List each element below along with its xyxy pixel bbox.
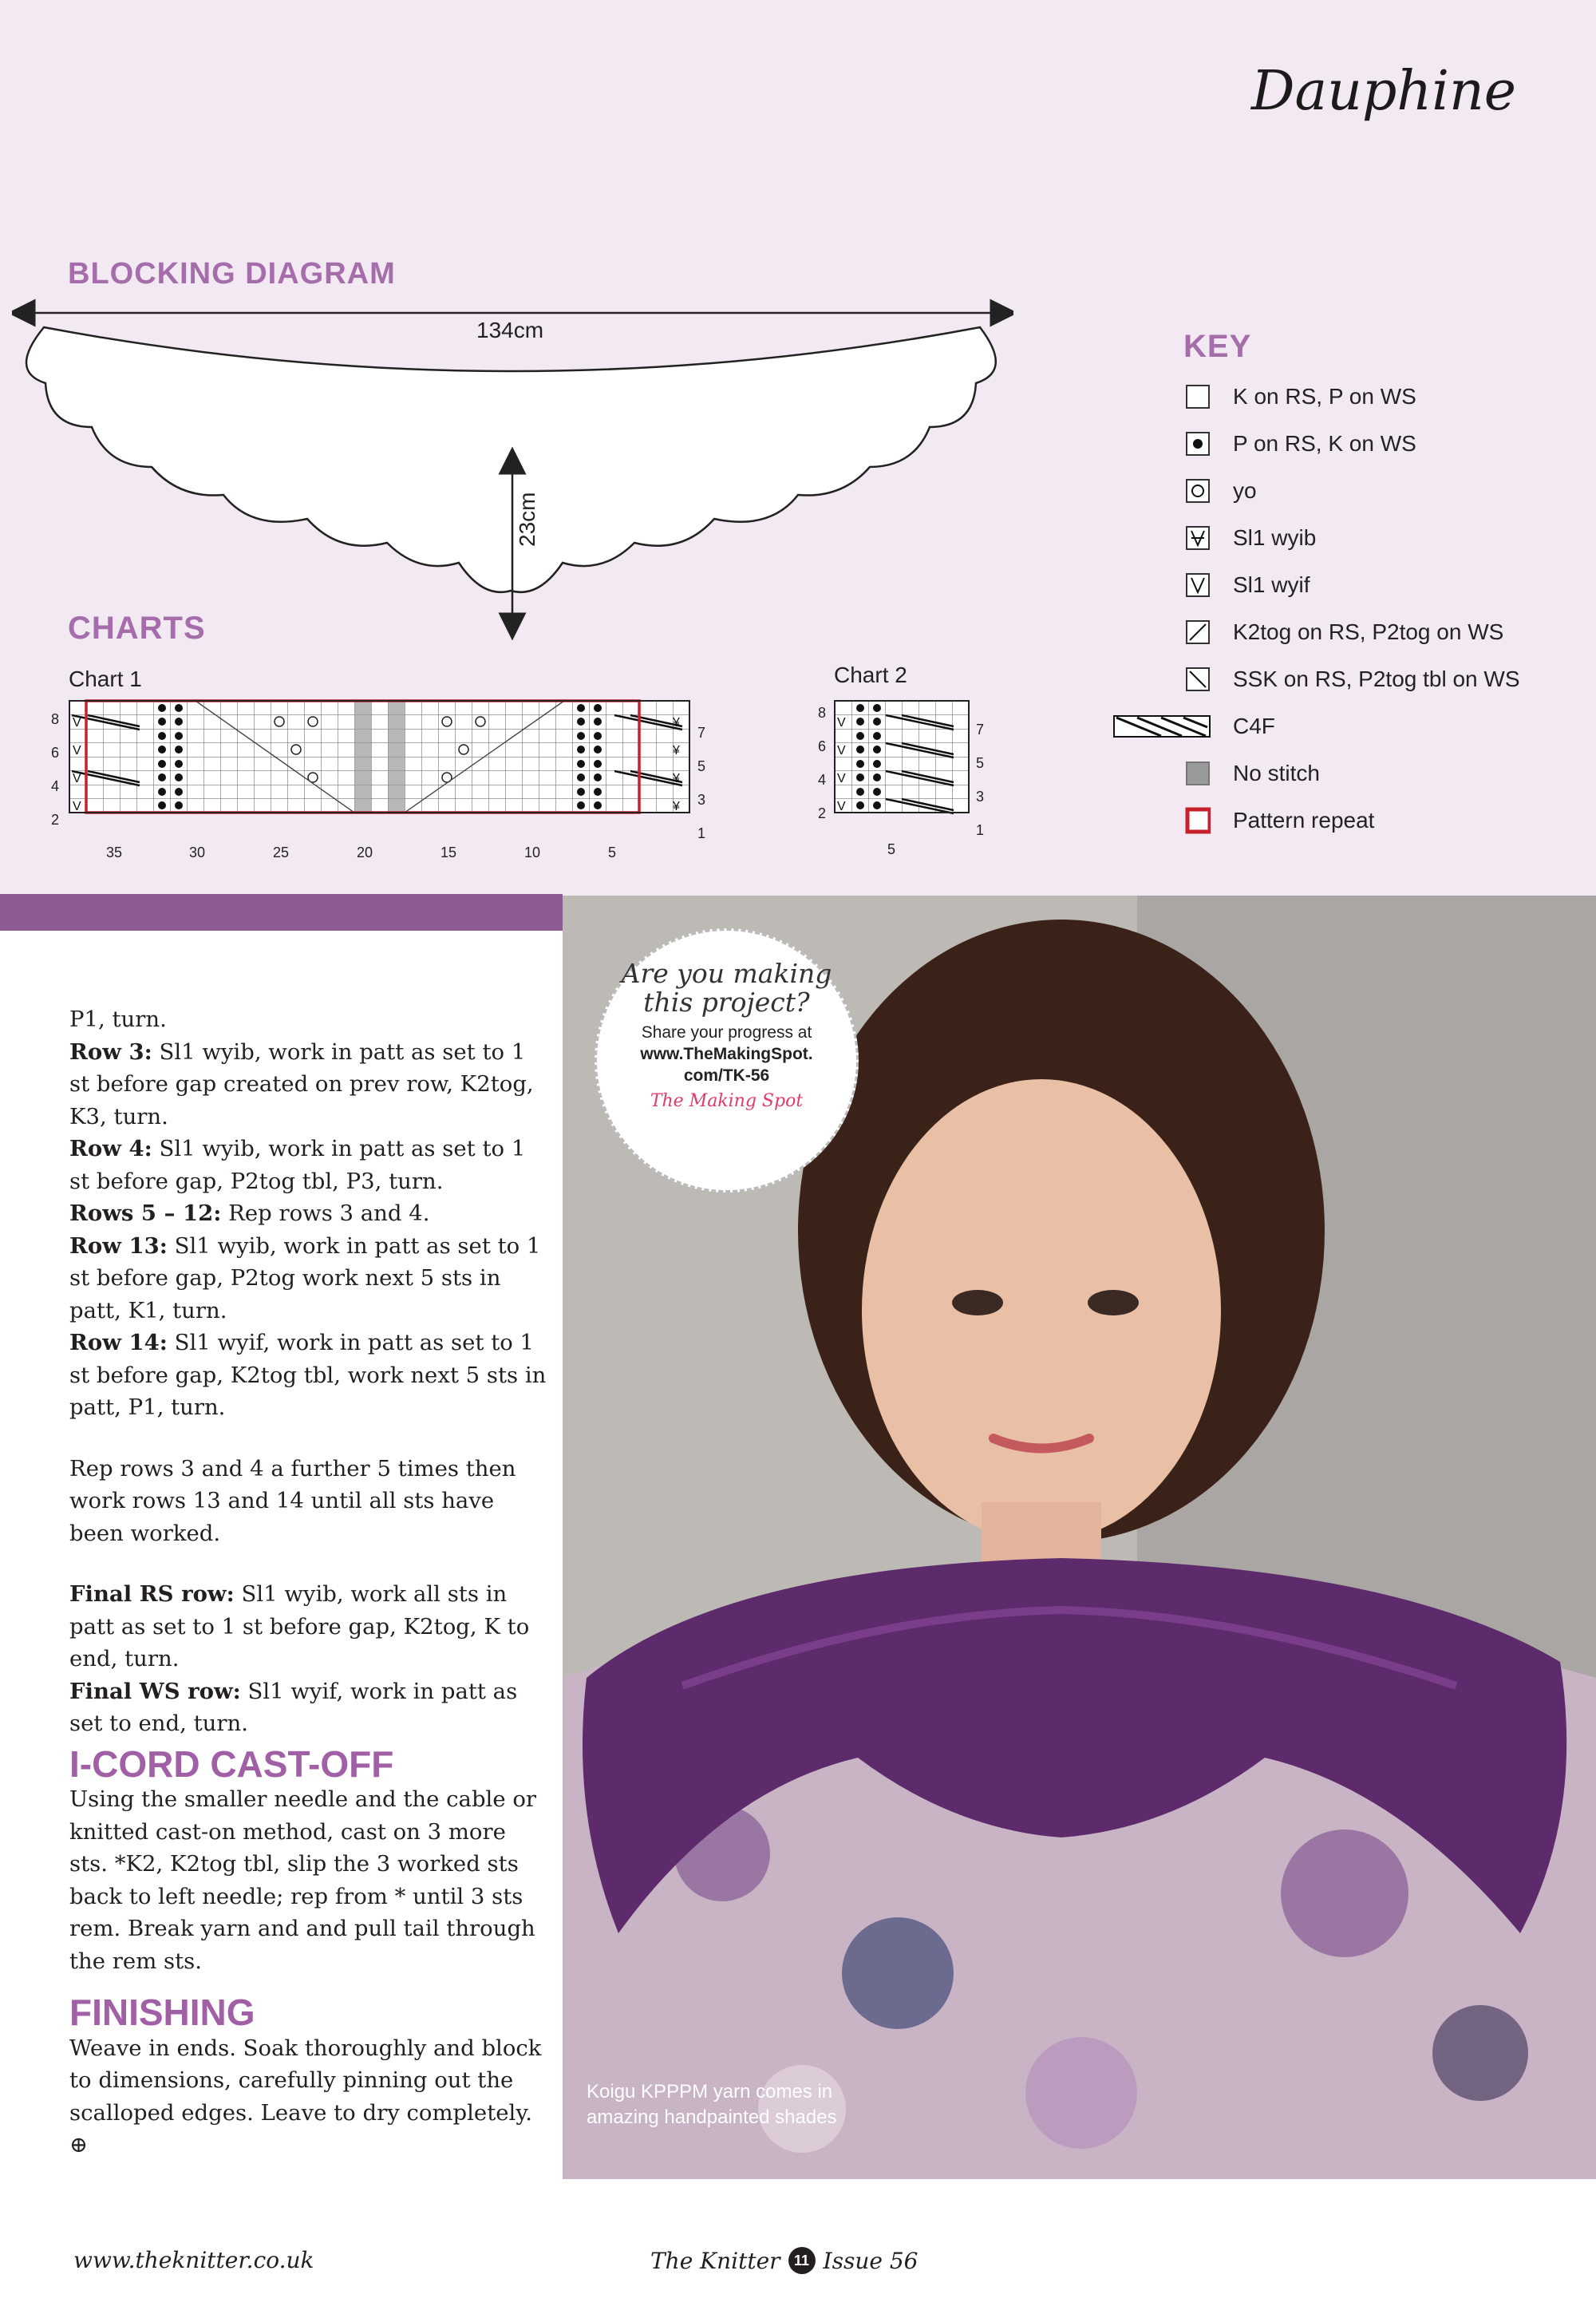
instr-row4: Row 4: Sl1 wyib, work in patt as set to 1 st before gap, P2tog tbl, P3, turn. — [69, 1136, 526, 1194]
chart1-col-20: 20 — [357, 845, 373, 860]
dot-icon — [1185, 431, 1211, 457]
chart2-left-rows: 8 6 4 2 — [818, 705, 827, 821]
svg-text:¥: ¥ — [673, 744, 680, 758]
svg-text:V: V — [73, 772, 81, 785]
chart2-grid — [830, 694, 990, 830]
blocking-depth-label: 23cm — [515, 492, 539, 547]
svg-text:V: V — [837, 800, 846, 813]
key-item-yo: yo — [1185, 475, 1257, 507]
chart1-col-35: 35 — [106, 845, 123, 860]
chart1-col-30: 30 — [189, 845, 206, 860]
grey-square-icon — [1185, 761, 1211, 786]
instr-p1: P1, turn. — [69, 1007, 167, 1032]
photo-caption: Koigu KPPPM yarn comes in amazing handpainted shades — [587, 2081, 837, 2128]
chart2-right-rows: 7 5 3 1 — [976, 722, 985, 838]
finishing-heading: FINISHING — [69, 1992, 255, 2033]
icord-text: Using the smaller needle and the cable or knitted cast-on method, cast on 3 more sts. *K2, K2tog tbl, slip the 3 worked sts back to left needle; rep from * until 3 sts rem. Break yarn and and pull tail through the rem sts. — [69, 1786, 537, 1974]
blocking-heading: BLOCKING DIAGRAM — [68, 257, 396, 291]
chart1-col-25: 25 — [273, 845, 290, 860]
page-title: Dauphine — [1251, 60, 1516, 123]
instr-final-ws: Final WS row: Sl1 wyif, work in patt as set to end, turn. — [69, 1678, 518, 1736]
svg-text:V: V — [73, 800, 81, 813]
svg-text:V: V — [73, 716, 81, 730]
key-item-sl1-wyib: Sl1 wyib — [1185, 522, 1316, 554]
key-item-no-stitch: No stitch — [1185, 758, 1320, 789]
svg-text:¥: ¥ — [673, 772, 680, 785]
svg-text:V: V — [837, 772, 846, 785]
key-item-pattern-repeat: Pattern repeat — [1185, 805, 1374, 837]
chart1-col-10: 10 — [524, 845, 541, 860]
slip-wyif-icon — [1185, 572, 1211, 598]
key-heading: KEY — [1183, 329, 1252, 364]
key-item-purl: P on RS, K on WS — [1185, 428, 1416, 460]
key-item-sl1-wyif: Sl1 wyif — [1185, 569, 1310, 601]
key-item-knit: K on RS, P on WS — [1185, 381, 1416, 413]
chart1-grid — [48, 694, 718, 870]
key-item-ssk: SSK on RS, P2tog tbl on WS — [1185, 663, 1520, 695]
slip-wyib-icon — [1185, 525, 1211, 551]
svg-text:¥: ¥ — [673, 800, 680, 813]
charts-heading: CHARTS — [68, 611, 206, 646]
slash-right-icon — [1185, 619, 1211, 645]
chart1-left-rows: 8 6 4 2 — [51, 711, 60, 828]
chart1-col-15: 15 — [440, 845, 457, 860]
chart2-col-5: 5 — [887, 841, 896, 857]
instr-row5: Rows 5 – 12: Rep rows 3 and 4. — [69, 1201, 430, 1226]
instr-row3: Row 3: Sl1 wyib, work in patt as set to 1 st before gap created on prev row, K2tog, K3, turn. — [69, 1038, 534, 1129]
instructions-column — [69, 1003, 548, 2162]
key-item-c4f: C4F — [1113, 710, 1275, 742]
icord-heading: I-CORD CAST-OFF — [69, 1742, 394, 1785]
instr-rep: Rep rows 3 and 4 a further 5 times then work rows 13 and 14 until all sts have been worked. — [69, 1455, 516, 1546]
chart1-col-5: 5 — [608, 845, 617, 860]
finishing-text: Weave in ends. Soak thoroughly and block to dimensions, carefully pinning out the scalloped edges. Leave to dry completely. ⊕ — [69, 2035, 542, 2158]
making-spot-logo: The Making Spot — [650, 1091, 804, 1111]
svg-text:V: V — [73, 744, 81, 758]
square-empty-icon — [1185, 384, 1211, 409]
svg-text:¥: ¥ — [673, 716, 680, 730]
making-spot-badge: Are you making this project? Share your progress at www.TheMakingSpot. com/TK-56 The Making Spot — [595, 928, 859, 1193]
chart1-right-rows: 7 5 3 1 — [697, 725, 706, 841]
instr-row14: Row 14: Sl1 wyif, work in patt as set to 1 st before gap, K2tog tbl, work next 5 sts in patt, P1, turn. — [69, 1330, 547, 1420]
footer-website: www.theknitter.co.uk — [73, 2247, 314, 2273]
purple-divider — [0, 894, 563, 931]
svg-text:V: V — [837, 716, 846, 730]
page-number-badge: 11 — [788, 2247, 816, 2274]
slash-left-icon — [1185, 667, 1211, 692]
circle-icon — [1185, 478, 1211, 504]
blocking-diagram — [12, 295, 1013, 647]
chart2-label: Chart 2 — [834, 663, 907, 687]
footer-issue: The Knitter 11 Issue 56 — [650, 2247, 918, 2274]
instr-row13: Row 13: Sl1 wyib, work in patt as set to 1 st before gap, P2tog work next 5 sts in patt, K1, turn. — [69, 1232, 541, 1323]
cable-icon — [1113, 714, 1211, 739]
instr-final-rs: Final RS row: Sl1 wyib, work all sts in patt as set to 1 st before gap, K2tog, K to end, turn. — [69, 1581, 530, 1671]
blocking-width-label: 134cm — [476, 318, 544, 342]
chart1-label: Chart 1 — [69, 667, 142, 691]
svg-text:V: V — [837, 744, 846, 758]
red-square-icon — [1185, 808, 1211, 833]
key-item-k2tog: K2tog on RS, P2tog on WS — [1185, 616, 1503, 648]
